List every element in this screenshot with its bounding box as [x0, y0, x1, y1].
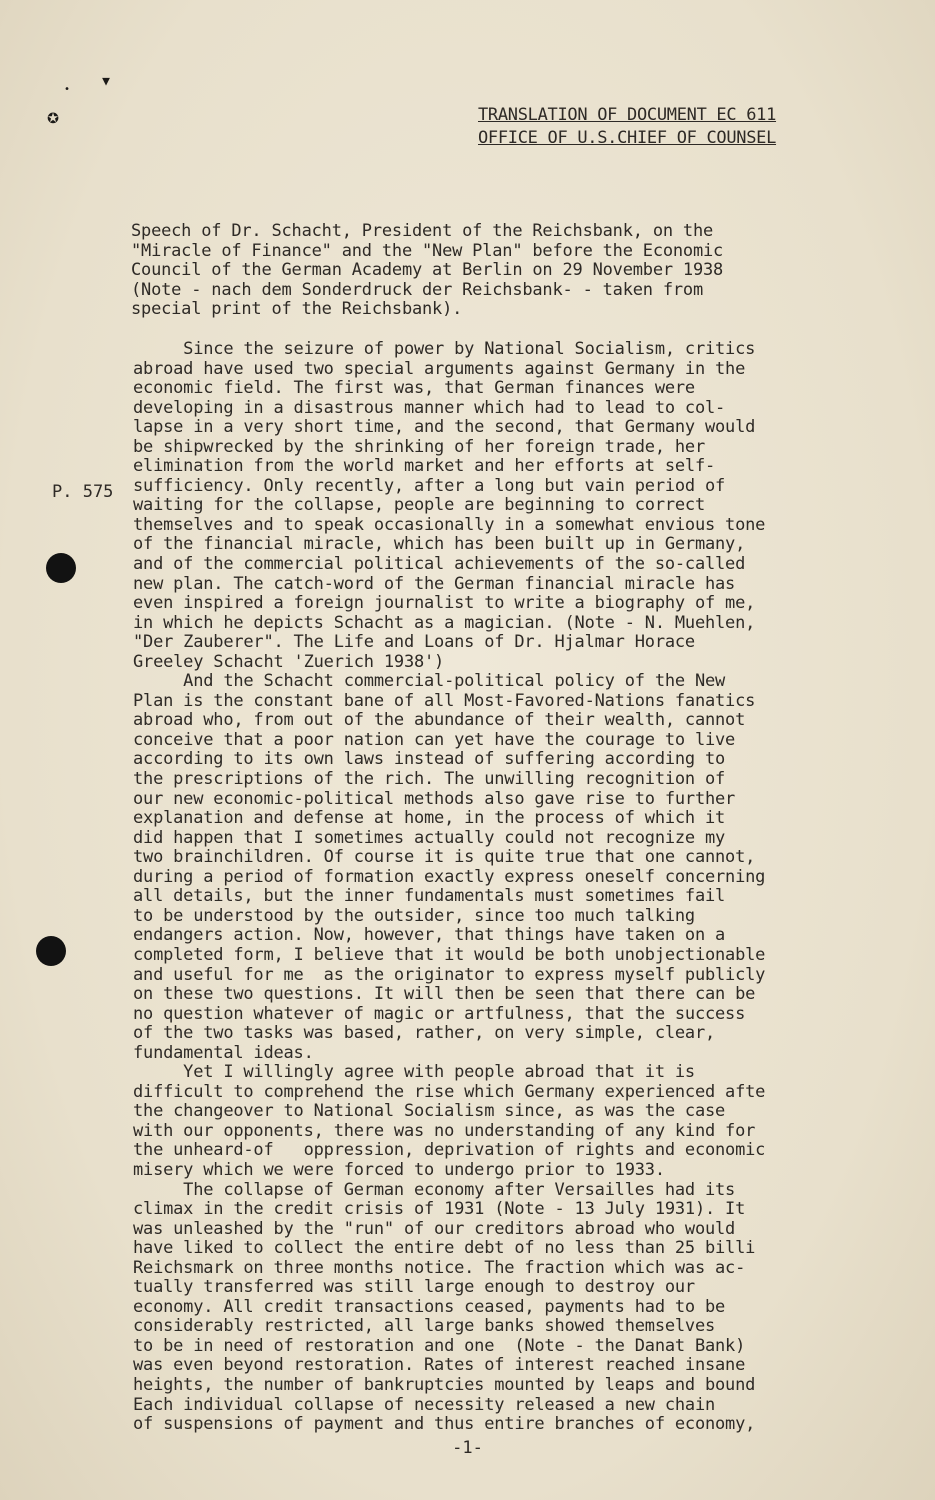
- body-line: Each individual collapse of necessity released a new chain: [133, 1394, 716, 1415]
- punch-hole: [36, 936, 66, 966]
- body-line: of the financial miracle, which has been built up in Germany,: [133, 534, 746, 555]
- body-line: abroad have used two special arguments against Germany in the: [133, 358, 746, 379]
- body-line: of the two tasks was based, rather, on very simple, clear,: [133, 1023, 716, 1044]
- intro-line: Speech of Dr. Schacht, President of the Reichsbank, on the: [131, 221, 714, 241]
- body-line: misery which we were forced to undergo prior to 1933.: [133, 1159, 665, 1180]
- intro-line: "Miracle of Finance" and the "New Plan" before the Economic: [131, 240, 724, 261]
- body-line: abroad who, from out of the abundance of their wealth, cannot: [133, 710, 746, 731]
- body-line: climax in the credit crisis of 1931 (Note - 13 July 1931). It: [133, 1199, 746, 1220]
- body-line: Greeley Schacht 'Zuerich 1938'): [133, 651, 445, 672]
- body-line: elimination from the world market and her efforts at self-: [133, 456, 716, 477]
- body-line: and useful for me as the originator to express myself publicly: [133, 964, 766, 985]
- header-line-2: OFFICE OF U.S.CHIEF OF COUNSEL: [478, 128, 777, 148]
- body-line: was unleashed by the "run" of our creditors abroad who would: [133, 1218, 736, 1239]
- body-line: to be understood by the outsider, since too much talking: [133, 905, 695, 926]
- body-line: was even beyond restoration. Rates of interest reached insane: [133, 1355, 746, 1376]
- body-line: Since the seizure of power by National Socialism, critics: [133, 339, 756, 359]
- body-line: economic field. The first was, that German finances were: [133, 378, 695, 399]
- body-line: and of the commercial political achievements of the so-called: [133, 554, 746, 575]
- body-line: did happen that I sometimes actually could not recognize my: [133, 827, 726, 848]
- body-line: endangers action. Now, however, that things have taken on a: [133, 925, 726, 946]
- body-line: Reichsmark on three months notice. The fraction which was ac-: [133, 1257, 746, 1278]
- body-line: have liked to collect the entire debt of no less than 25 billi: [133, 1238, 756, 1259]
- punch-hole: [46, 553, 76, 583]
- ink-mark: •: [64, 84, 71, 95]
- body-line: sufficiency. Only recently, after a long but vain period of: [133, 475, 726, 496]
- body-line: Yet I willingly agree with people abroad that it is: [133, 1062, 695, 1083]
- body-line: of suspensions of payment and thus entire branches of economy,: [133, 1414, 756, 1435]
- intro-line: (Note - nach dem Sonderdruck der Reichsbank- - taken from: [131, 279, 703, 300]
- speech-body: [133, 340, 863, 1435]
- body-line: the unheard-of oppression, deprivation of rights and economic: [133, 1140, 766, 1161]
- page-reference: P. 575: [52, 482, 114, 502]
- body-line: fundamental ideas.: [133, 1042, 314, 1063]
- body-line: economy. All credit transactions ceased, payments had to be: [133, 1296, 726, 1317]
- body-line: Plan is the constant bane of all Most-Favored-Nations fanatics: [133, 690, 756, 711]
- ink-mark: ▾: [100, 68, 113, 92]
- body-line: with our opponents, there was no understanding of any kind for: [133, 1120, 756, 1141]
- body-line: considerably restricted, all large banks showed themselves: [133, 1316, 716, 1337]
- body-line: "Der Zauberer". The Life and Loans of Dr. Hjalmar Horace: [133, 632, 695, 653]
- body-line: be shipwrecked by the shrinking of her foreign trade, her: [133, 436, 705, 457]
- body-line: new plan. The catch-word of the German financial miracle has: [133, 573, 736, 594]
- body-line: even inspired a foreign journalist to write a biography of me,: [133, 593, 756, 614]
- speech-intro: [131, 222, 831, 320]
- intro-line: Council of the German Academy at Berlin on 29 November 1938: [131, 260, 724, 281]
- body-line: waiting for the collapse, people are beginning to correct: [133, 495, 705, 516]
- body-line: lapse in a very short time, and the second, that Germany would: [133, 417, 756, 438]
- body-line: The collapse of German economy after Versailles had its: [133, 1179, 736, 1200]
- body-line: two brainchildren. Of course it is quite true that one cannot,: [133, 847, 756, 868]
- body-line: tually transferred was still large enough to destroy our: [133, 1277, 695, 1298]
- body-line: no question whatever of magic or artfulness, that the success: [133, 1003, 746, 1024]
- header-line-1: TRANSLATION OF DOCUMENT EC 611: [478, 105, 777, 125]
- body-line: the changeover to National Socialism since, as was the case: [133, 1101, 726, 1122]
- page-number: -1-: [452, 1438, 483, 1458]
- body-line: according to its own laws instead of suffering according to: [133, 749, 726, 770]
- body-line: explanation and defense at home, in the process of which it: [133, 808, 726, 829]
- body-line: And the Schacht commercial-political policy of the New: [133, 671, 726, 692]
- body-line: in which he depicts Schacht as a magician. (Note - N. Muehlen,: [133, 612, 756, 633]
- document-header: [478, 104, 776, 150]
- body-line: all details, but the inner fundamentals must sometimes fail: [133, 886, 726, 907]
- body-line: completed form, I believe that it would be both unobjectionable: [133, 944, 766, 965]
- body-line: developing in a disastrous manner which had to lead to col-: [133, 397, 726, 418]
- body-line: during a period of formation exactly express oneself concerning: [133, 866, 766, 887]
- body-line: heights, the number of bankruptcies mounted by leaps and bound: [133, 1374, 756, 1395]
- intro-line: special print of the Reichsbank).: [131, 299, 463, 320]
- body-line: our new economic-political methods also gave rise to further: [133, 788, 736, 809]
- body-line: on these two questions. It will then be seen that there can be: [133, 984, 756, 1005]
- body-line: difficult to comprehend the rise which Germany experienced afte: [133, 1081, 766, 1102]
- body-line: conceive that a poor nation can yet have the courage to live: [133, 729, 736, 750]
- ink-mark: ✪: [47, 104, 60, 128]
- body-line: the prescriptions of the rich. The unwilling recognition of: [133, 769, 726, 790]
- body-line: themselves and to speak occasionally in a somewhat envious tone: [133, 514, 766, 535]
- body-line: to be in need of restoration and one (Note - the Danat Bank): [133, 1335, 746, 1356]
